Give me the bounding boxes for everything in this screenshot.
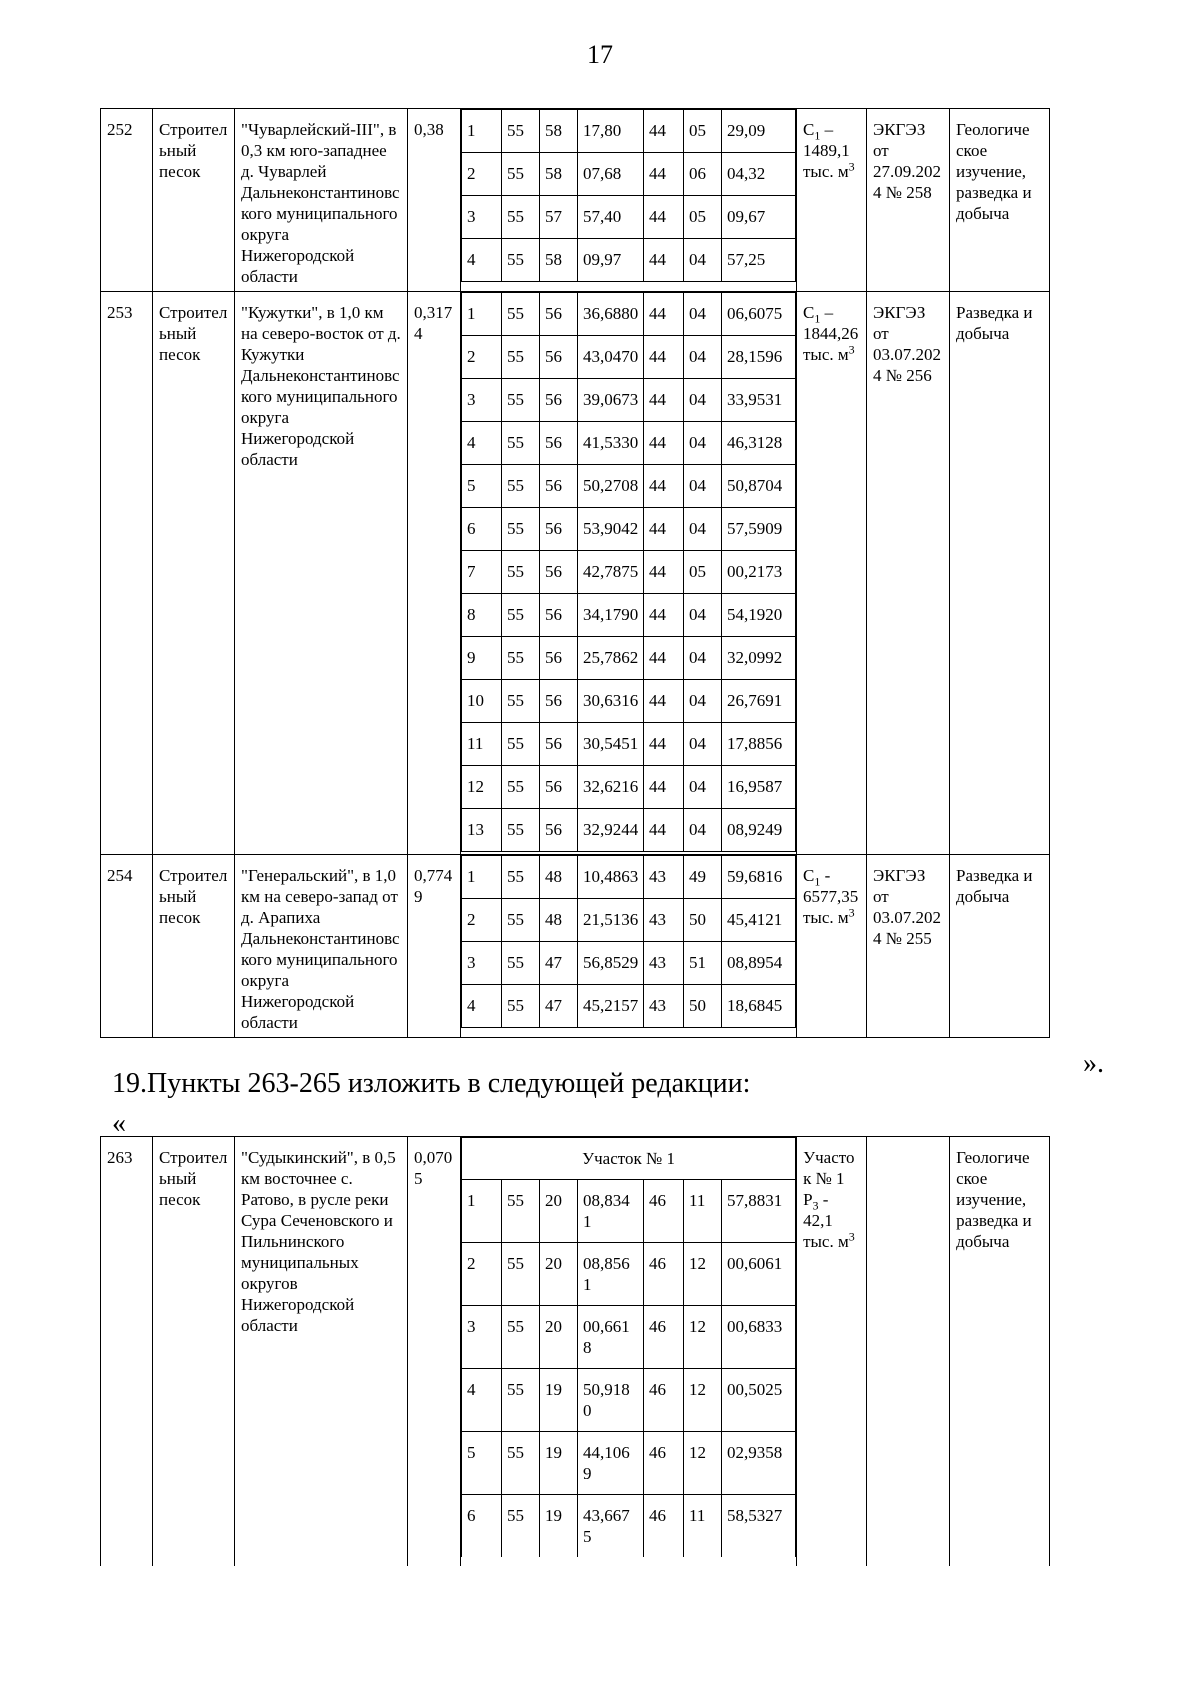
coordinate-cell: 44 xyxy=(644,680,684,723)
coordinates-table xyxy=(461,292,796,852)
coordinate-cell: 19 xyxy=(540,1432,578,1495)
reserves-subscript: 1 xyxy=(814,128,821,143)
coordinate-cell: 4 xyxy=(462,984,502,1027)
coordinate-cell: 49 xyxy=(684,855,722,898)
coordinate-cell: 46 xyxy=(644,1306,684,1369)
site-area: 0,774 9 xyxy=(408,854,461,1037)
coordinate-cell: 04,32 xyxy=(722,153,796,196)
closing-quote: ». xyxy=(1083,1048,1104,1079)
coordinate-row xyxy=(462,855,796,898)
coordinate-cell: 6 xyxy=(462,1495,502,1558)
coordinate-cell: 59,6816 xyxy=(722,855,796,898)
coordinate-cell: 17,80 xyxy=(578,110,644,153)
coordinate-cell: 58 xyxy=(540,239,578,282)
reserves-value: – 1489,1 тыс. м xyxy=(803,120,850,181)
coordinate-cell: 55 xyxy=(502,984,540,1027)
coordinate-cell: 56 xyxy=(540,293,578,336)
coordinate-cell: 56 xyxy=(540,379,578,422)
reserves-unit-sup: 3 xyxy=(848,904,855,919)
coordinate-cell: 44 xyxy=(644,196,684,239)
coordinate-cell: 07,68 xyxy=(578,153,644,196)
mineral-type: Строител ьный песок xyxy=(153,109,235,292)
coordinate-cell: 00,5025 xyxy=(722,1369,796,1432)
deposits-table-main xyxy=(100,108,1050,1038)
reserves-unit-sup: 3 xyxy=(848,342,855,357)
coordinate-row xyxy=(462,766,796,809)
reserves-cell xyxy=(797,109,867,292)
coordinate-cell: 39,0673 xyxy=(578,379,644,422)
coordinate-cell: 50 xyxy=(684,984,722,1027)
subsoil-use-purpose: Разведка и добыча xyxy=(950,854,1050,1037)
coordinate-cell: 48 xyxy=(540,855,578,898)
mineral-type: Строител ьный песок xyxy=(153,292,235,854)
site-name: "Генеральский", в 1,0 км на северо-запад от д. Арапиха Дальнеконстантиновс кого муниципального округа Нижегородской области xyxy=(235,854,408,1037)
coordinate-cell: 04 xyxy=(684,594,722,637)
coordinate-cell: 2 xyxy=(462,153,502,196)
reserves-value: - 6577,35 тыс. м xyxy=(803,865,859,927)
coordinate-cell: 04 xyxy=(684,508,722,551)
reserves-cell xyxy=(797,854,867,1037)
coordinate-cell: 2 xyxy=(462,1243,502,1306)
coordinate-cell: 44 xyxy=(644,422,684,465)
coordinate-cell: 00,6061 xyxy=(722,1243,796,1306)
coordinate-cell: 45,2157 xyxy=(578,984,644,1027)
coordinates-table xyxy=(461,855,796,1028)
coordinate-cell: 04 xyxy=(684,680,722,723)
coordinate-row xyxy=(462,239,796,282)
coordinate-cell: 50,2708 xyxy=(578,465,644,508)
coordinate-cell: 57,25 xyxy=(722,239,796,282)
coordinate-cell: 10 xyxy=(462,680,502,723)
coordinate-cell: 46 xyxy=(644,1180,684,1243)
coordinate-cell: 5 xyxy=(462,1432,502,1495)
site-area: 0,317 4 xyxy=(408,292,461,854)
coordinate-cell: 2 xyxy=(462,898,502,941)
coordinate-cell: 04 xyxy=(684,239,722,282)
coordinate-cell: 17,8856 xyxy=(722,723,796,766)
coordinate-cell: 10,4863 xyxy=(578,855,644,898)
reserves-category: C xyxy=(803,865,815,885)
coordinate-cell: 55 xyxy=(502,379,540,422)
coordinate-cell: 43,667 5 xyxy=(578,1495,644,1558)
coordinate-row xyxy=(462,196,796,239)
coordinate-row xyxy=(462,1180,796,1243)
coordinate-cell: 04 xyxy=(684,379,722,422)
coordinate-cell: 43 xyxy=(644,984,684,1027)
coordinate-cell: 55 xyxy=(502,153,540,196)
reserves-cell xyxy=(797,292,867,854)
coordinate-cell: 32,9244 xyxy=(578,809,644,852)
coordinate-cell: 55 xyxy=(502,551,540,594)
coordinate-cell: 50,918 0 xyxy=(578,1369,644,1432)
coordinate-cell: 9 xyxy=(462,637,502,680)
coordinate-cell: 28,1596 xyxy=(722,336,796,379)
coordinate-cell: 44 xyxy=(644,153,684,196)
coordinate-cell: 58,5327 xyxy=(722,1495,796,1558)
coordinate-cell: 05 xyxy=(684,196,722,239)
coordinate-cell: 12 xyxy=(684,1243,722,1306)
coordinate-cell: 4 xyxy=(462,239,502,282)
site-name: "Чуварлейский-III", в 0,3 км юго-западнее д. Чуварлей Дальнеконстантиновс кого муниципального округа Нижегородской области xyxy=(235,109,408,292)
site-area: 0,38 xyxy=(408,109,461,292)
coordinate-cell: 46,3128 xyxy=(722,422,796,465)
coordinate-cell: 58 xyxy=(540,110,578,153)
coordinate-cell: 56 xyxy=(540,723,578,766)
coordinate-cell: 12 xyxy=(684,1306,722,1369)
coordinate-row xyxy=(462,898,796,941)
reserves-section: Участо к № 1 xyxy=(803,1148,855,1188)
coordinate-cell: 55 xyxy=(502,766,540,809)
coordinate-cell: 56 xyxy=(540,465,578,508)
coordinate-cell: 44 xyxy=(644,239,684,282)
coordinate-row xyxy=(462,508,796,551)
opening-quote: « xyxy=(112,1108,126,1139)
coordinate-cell: 53,9042 xyxy=(578,508,644,551)
coordinate-row xyxy=(462,809,796,852)
coordinate-cell: 30,6316 xyxy=(578,680,644,723)
coordinate-cell: 56 xyxy=(540,508,578,551)
coordinates-cell xyxy=(461,854,797,1037)
site-area: 0,070 5 xyxy=(408,1137,461,1567)
coordinate-cell: 55 xyxy=(502,336,540,379)
coordinate-cell: 55 xyxy=(502,637,540,680)
deposit-row xyxy=(101,292,1050,854)
entry-number: 252 xyxy=(101,109,153,292)
coordinate-cell: 1 xyxy=(462,293,502,336)
coordinates-table xyxy=(461,1137,796,1557)
reserves-subscript: 1 xyxy=(814,873,821,888)
coordinate-cell: 42,7875 xyxy=(578,551,644,594)
coordinate-cell: 20 xyxy=(540,1243,578,1306)
coordinate-cell: 55 xyxy=(502,1369,540,1432)
deposit-row xyxy=(101,1137,1050,1567)
coordinate-row xyxy=(462,680,796,723)
coordinate-cell: 44 xyxy=(644,551,684,594)
coordinate-cell: 55 xyxy=(502,1243,540,1306)
coordinate-row xyxy=(462,379,796,422)
subsoil-use-purpose: Разведка и добыча xyxy=(950,292,1050,854)
coordinate-row xyxy=(462,336,796,379)
coordinate-row xyxy=(462,1306,796,1369)
coordinate-row xyxy=(462,1243,796,1306)
reserves-subscript: 3 xyxy=(812,1198,819,1213)
coordinate-cell: 44 xyxy=(644,110,684,153)
reserves-category: C xyxy=(803,120,815,139)
coordinate-row xyxy=(462,293,796,336)
reserves-subscript: 1 xyxy=(814,311,821,326)
coordinate-row xyxy=(462,551,796,594)
coordinate-cell: 21,5136 xyxy=(578,898,644,941)
coordinate-cell: 13 xyxy=(462,809,502,852)
coordinate-cell: 56 xyxy=(540,680,578,723)
coordinate-cell: 44 xyxy=(644,465,684,508)
coordinate-cell: 55 xyxy=(502,898,540,941)
coordinate-cell: 7 xyxy=(462,551,502,594)
coordinate-cell: 55 xyxy=(502,1180,540,1243)
coordinate-cell: 50,8704 xyxy=(722,465,796,508)
coordinate-cell: 56,8529 xyxy=(578,941,644,984)
coordinate-cell: 04 xyxy=(684,422,722,465)
coordinate-cell: 04 xyxy=(684,766,722,809)
coordinate-cell: 44 xyxy=(644,379,684,422)
coordinate-cell: 26,7691 xyxy=(722,680,796,723)
coordinate-cell: 8 xyxy=(462,594,502,637)
coordinate-row xyxy=(462,637,796,680)
coordinate-cell: 19 xyxy=(540,1369,578,1432)
coordinate-cell: 09,97 xyxy=(578,239,644,282)
coordinate-cell: 4 xyxy=(462,1369,502,1432)
coordinate-cell: 32,6216 xyxy=(578,766,644,809)
coordinate-cell: 12 xyxy=(462,766,502,809)
site-name: "Кужутки", в 1,0 км на северо-восток от д. Кужутки Дальнеконстантиновс кого муниципального округа Нижегородской области xyxy=(235,292,408,854)
coordinate-cell: 55 xyxy=(502,465,540,508)
coordinate-cell: 34,1790 xyxy=(578,594,644,637)
coordinate-cell: 44 xyxy=(644,594,684,637)
coordinate-cell: 55 xyxy=(502,594,540,637)
reserves-cell xyxy=(797,1137,867,1567)
coordinate-cell: 56 xyxy=(540,594,578,637)
expertise-document: ЭКГЭЗ от 27.09.202 4 № 258 xyxy=(867,109,950,292)
coordinate-cell: 32,0992 xyxy=(722,637,796,680)
coordinate-cell: 3 xyxy=(462,379,502,422)
expertise-document xyxy=(867,1137,950,1567)
coordinate-cell: 44,106 9 xyxy=(578,1432,644,1495)
coordinate-cell: 6 xyxy=(462,508,502,551)
coordinate-row xyxy=(462,110,796,153)
coordinate-cell: 55 xyxy=(502,196,540,239)
coordinate-cell: 55 xyxy=(502,293,540,336)
coordinate-cell: 00,6833 xyxy=(722,1306,796,1369)
deposits-table-amended xyxy=(100,1136,1050,1566)
page-number: 17 xyxy=(587,40,613,69)
coordinate-cell: 57,5909 xyxy=(722,508,796,551)
reserves-category: P xyxy=(803,1190,813,1209)
coordinate-cell: 56 xyxy=(540,809,578,852)
coordinate-cell: 56 xyxy=(540,336,578,379)
coordinate-cell: 04 xyxy=(684,336,722,379)
coordinate-cell: 55 xyxy=(502,239,540,282)
coordinate-cell: 00,2173 xyxy=(722,551,796,594)
coordinate-cell: 43 xyxy=(644,898,684,941)
subsoil-use-purpose: Геологиче ское изучение, разведка и добыча xyxy=(950,1137,1050,1567)
coordinate-cell: 50 xyxy=(684,898,722,941)
coordinate-cell: 46 xyxy=(644,1495,684,1558)
coordinate-cell: 55 xyxy=(502,1306,540,1369)
entry-number: 253 xyxy=(101,292,153,854)
coordinate-cell: 06 xyxy=(684,153,722,196)
coordinate-cell: 02,9358 xyxy=(722,1432,796,1495)
mineral-type: Строител ьный песок xyxy=(153,854,235,1037)
reserves-value: – 1844,26 тыс. м xyxy=(803,303,859,365)
coordinate-cell: 04 xyxy=(684,293,722,336)
coordinate-cell: 44 xyxy=(644,508,684,551)
coordinate-cell: 05 xyxy=(684,551,722,594)
coordinate-row xyxy=(462,723,796,766)
coordinate-cell: 04 xyxy=(684,465,722,508)
coordinate-cell: 44 xyxy=(644,723,684,766)
coordinate-cell: 44 xyxy=(644,336,684,379)
coordinate-cell: 09,67 xyxy=(722,196,796,239)
coordinate-cell: 43,0470 xyxy=(578,336,644,379)
coordinates-cell xyxy=(461,109,797,292)
coordinate-cell: 56 xyxy=(540,766,578,809)
coordinate-cell: 55 xyxy=(502,809,540,852)
coordinate-cell: 47 xyxy=(540,941,578,984)
coordinate-cell: 55 xyxy=(502,1495,540,1558)
amendment-paragraph: 19.Пункты 263-265 изложить в следующей редакции: xyxy=(112,1068,751,1099)
coordinate-cell: 08,9249 xyxy=(722,809,796,852)
deposit-row xyxy=(101,854,1050,1037)
coordinate-cell: 29,09 xyxy=(722,110,796,153)
coordinate-cell: 58 xyxy=(540,153,578,196)
coordinate-cell: 5 xyxy=(462,465,502,508)
reserves-value: - 42,1 тыс. м xyxy=(803,1190,849,1251)
coordinate-cell: 55 xyxy=(502,723,540,766)
coordinate-cell: 55 xyxy=(502,508,540,551)
coordinate-cell: 25,7862 xyxy=(578,637,644,680)
coordinates-cell xyxy=(461,1137,797,1567)
coordinate-cell: 1 xyxy=(462,110,502,153)
subsoil-use-purpose: Геологиче ское изучение, разведка и добыча xyxy=(950,109,1050,292)
coordinate-cell: 44 xyxy=(644,809,684,852)
coordinate-cell: 20 xyxy=(540,1180,578,1243)
coordinate-cell: 20 xyxy=(540,1306,578,1369)
coordinate-cell: 2 xyxy=(462,336,502,379)
coordinate-cell: 57 xyxy=(540,196,578,239)
coordinate-cell: 12 xyxy=(684,1432,722,1495)
coordinate-cell: 43 xyxy=(644,941,684,984)
coordinate-cell: 16,9587 xyxy=(722,766,796,809)
coordinate-cell: 04 xyxy=(684,809,722,852)
coordinate-cell: 48 xyxy=(540,898,578,941)
coordinate-cell: 55 xyxy=(502,941,540,984)
coordinate-row xyxy=(462,984,796,1027)
coordinate-cell: 43 xyxy=(644,855,684,898)
coordinate-cell: 56 xyxy=(540,551,578,594)
coordinate-cell: 55 xyxy=(502,110,540,153)
coordinate-cell: 05 xyxy=(684,110,722,153)
coordinate-row xyxy=(462,422,796,465)
coordinate-cell: 55 xyxy=(502,1432,540,1495)
expertise-document: ЭКГЭЗ от 03.07.202 4 № 255 xyxy=(867,854,950,1037)
coordinate-cell: 57,40 xyxy=(578,196,644,239)
entry-number: 263 xyxy=(101,1137,153,1567)
coordinate-cell: 46 xyxy=(644,1432,684,1495)
coordinate-cell: 33,9531 xyxy=(722,379,796,422)
coordinate-cell: 3 xyxy=(462,941,502,984)
coordinate-cell: 54,1920 xyxy=(722,594,796,637)
coordinate-cell: 44 xyxy=(644,766,684,809)
coordinate-row xyxy=(462,465,796,508)
coordinate-cell: 12 xyxy=(684,1369,722,1432)
coordinate-row xyxy=(462,1495,796,1558)
reserves-unit-sup: 3 xyxy=(848,1229,855,1244)
coordinate-cell: 08,8954 xyxy=(722,941,796,984)
site-name: "Судыкинский", в 0,5 км восточнее с. Ратово, в русле реки Сура Сеченовского и Пильнинского муниципальных округов Нижегородской области xyxy=(235,1137,408,1567)
expertise-document: ЭКГЭЗ от 03.07.202 4 № 256 xyxy=(867,292,950,854)
coordinate-cell: 36,6880 xyxy=(578,293,644,336)
coordinate-cell: 3 xyxy=(462,1306,502,1369)
coordinate-cell: 55 xyxy=(502,680,540,723)
coordinate-cell: 56 xyxy=(540,637,578,680)
coordinate-cell: 41,5330 xyxy=(578,422,644,465)
deposit-row xyxy=(101,109,1050,292)
coordinate-cell: 1 xyxy=(462,855,502,898)
reserves-unit-sup: 3 xyxy=(848,159,855,174)
coordinate-cell: 46 xyxy=(644,1369,684,1432)
coordinate-cell: 57,8831 xyxy=(722,1180,796,1243)
coordinate-cell: 19 xyxy=(540,1495,578,1558)
coordinate-row xyxy=(462,594,796,637)
coordinate-cell: 08,856 1 xyxy=(578,1243,644,1306)
coordinate-row xyxy=(462,1369,796,1432)
entry-number: 254 xyxy=(101,854,153,1037)
coordinate-cell: 30,5451 xyxy=(578,723,644,766)
coordinate-cell: 00,661 8 xyxy=(578,1306,644,1369)
coordinate-cell: 55 xyxy=(502,422,540,465)
coordinate-cell: 55 xyxy=(502,855,540,898)
coordinate-cell: 18,6845 xyxy=(722,984,796,1027)
coordinate-cell: 4 xyxy=(462,422,502,465)
coordinate-cell: 1 xyxy=(462,1180,502,1243)
coordinate-row xyxy=(462,153,796,196)
coordinate-cell: 45,4121 xyxy=(722,898,796,941)
coordinate-cell: 44 xyxy=(644,293,684,336)
coordinate-cell: 3 xyxy=(462,196,502,239)
coordinate-cell: 51 xyxy=(684,941,722,984)
coordinate-row xyxy=(462,1432,796,1495)
coordinate-cell: 04 xyxy=(684,723,722,766)
coordinate-cell: 11 xyxy=(684,1180,722,1243)
coordinate-row xyxy=(462,941,796,984)
coordinate-cell: 11 xyxy=(462,723,502,766)
coordinate-cell: 04 xyxy=(684,637,722,680)
coordinate-cell: 56 xyxy=(540,422,578,465)
coordinates-cell xyxy=(461,292,797,854)
coordinate-cell: 46 xyxy=(644,1243,684,1306)
coordinates-table xyxy=(461,109,796,282)
coordinate-cell: 11 xyxy=(684,1495,722,1558)
coordinate-cell: 06,6075 xyxy=(722,293,796,336)
section-title: Участок № 1 xyxy=(462,1138,796,1180)
mineral-type: Строител ьный песок xyxy=(153,1137,235,1567)
coordinate-cell: 44 xyxy=(644,637,684,680)
reserves-category: C xyxy=(803,303,815,323)
coordinate-cell: 47 xyxy=(540,984,578,1027)
coordinate-cell: 08,834 1 xyxy=(578,1180,644,1243)
